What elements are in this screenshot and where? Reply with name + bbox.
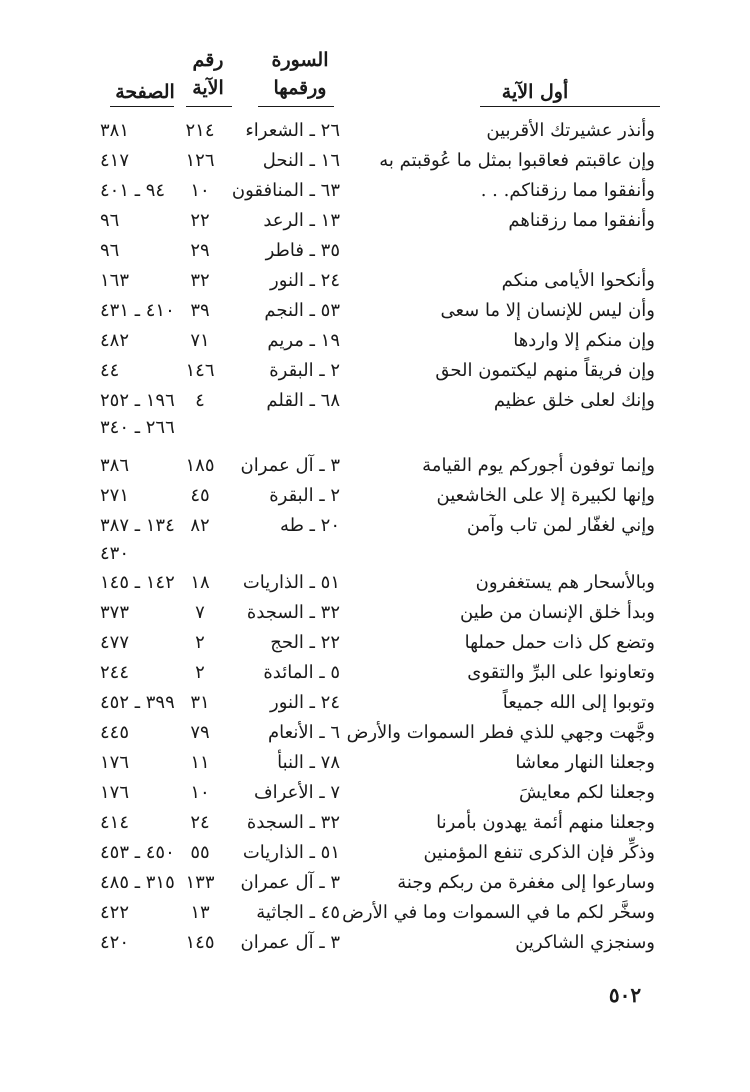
page-number: ٥٠٢ [608, 983, 642, 1007]
verse-cell: وأنفقوا مما رزقناكم. . . [480, 180, 655, 201]
page-cell: ٤١٤ [100, 812, 130, 833]
table-row [0, 808, 750, 838]
ayah-cell: ٢١٤ [185, 120, 215, 141]
table-row [0, 539, 750, 569]
table-row [0, 688, 750, 718]
verse-cell: وجعلنا لكم معايشَ [519, 782, 655, 803]
table-row [0, 481, 750, 511]
ayah-cell: ١٤٦ [185, 360, 215, 381]
page-cell: ٤١٠ ـ ٤٣١ [100, 300, 175, 321]
ayah-cell: ١٣٣ [185, 872, 215, 893]
verse-cell: وإن فريقاً منهم ليكتمون الحق [435, 360, 655, 381]
page-column-header: الصفحة [115, 81, 175, 103]
surah-cell: ٣ ـ آل عمران [240, 872, 340, 893]
surah-cell: ٢ ـ البقرة [269, 485, 340, 506]
ayah-cell: ٧ [195, 602, 205, 623]
ayah-cell: ٢٢ [190, 210, 210, 231]
ayah-cell: ١٠ [190, 782, 210, 803]
page-cell: ٣٩٩ ـ ٤٥٢ [100, 692, 175, 713]
table-row [0, 326, 750, 356]
ayah-cell: ٨٢ [190, 515, 210, 536]
ayah-cell: ١٨ [190, 572, 210, 593]
table-row [0, 386, 750, 416]
ayah-cell: ٥٥ [190, 842, 210, 863]
page-cell: ١٦٣ [100, 270, 130, 291]
table-row [0, 266, 750, 296]
table-row [0, 928, 750, 958]
verse-cell: وبدأ خلق الإنسان من طين [460, 602, 655, 623]
page-cell: ١٤٢ ـ ١٤٥ [100, 572, 175, 593]
surah-cell: ٥ ـ المائدة [263, 662, 340, 683]
page-cell: ٣٧٣ [100, 602, 130, 623]
ayah-cell: ٧١ [190, 330, 210, 351]
page-cell: ٤٤٥ [100, 722, 130, 743]
ayah-cell: ١٤٥ [185, 932, 215, 953]
surah-cell: ١٣ ـ الرعد [263, 210, 340, 231]
page-cell: ٤٧٧ [100, 632, 130, 653]
table-row [0, 628, 750, 658]
page-cell: ٤٥٠ ـ ٤٥٣ [100, 842, 175, 863]
verse-cell: وأنذر عشيرتك الأقربين [486, 120, 655, 141]
verse-cell: وإنك لعلى خلق عظيم [493, 390, 655, 411]
surah-cell: ٣٢ ـ السجدة [246, 812, 340, 833]
page-cell: ٣٨١ [100, 120, 130, 141]
verse-cell: وتوبوا إلى الله جميعاً [502, 692, 655, 713]
page-cell: ٢٧١ [100, 485, 130, 506]
table-row [0, 511, 750, 541]
page-header-underline [110, 106, 174, 107]
surah-header-line1: السورة [271, 49, 329, 71]
table-row [0, 236, 750, 266]
ayah-cell: ٢ [195, 662, 205, 683]
surah-cell: ٥١ ـ الذاريات [242, 572, 340, 593]
surah-cell: ٢٤ ـ النور [270, 692, 340, 713]
page-cell: ٢٤٤ [100, 662, 130, 683]
page-cell: ٤٨٢ [100, 330, 130, 351]
page-cell: ٤١٧ [100, 150, 130, 171]
page-cell: ١٩٦ ـ ٢٥٢ [100, 390, 175, 411]
surah-cell: ٣ ـ آل عمران [240, 932, 340, 953]
table-row [0, 296, 750, 326]
page-cell: ٤٤ [100, 360, 120, 381]
surah-cell: ٥١ ـ الذاريات [242, 842, 340, 863]
verse-cell: وأنكحوا الأيامى منكم [501, 270, 655, 291]
ayah-cell: ١٠ [190, 180, 210, 201]
surah-cell: ٢٤ ـ النور [270, 270, 340, 291]
page-cell: ١٣٤ ـ ٣٨٧ [100, 515, 175, 536]
surah-cell: ٣٢ ـ السجدة [246, 602, 340, 623]
table-row [0, 451, 750, 481]
ayah-cell: ٣٩ [190, 300, 210, 321]
verse-cell: وذكِّر فإن الذكرى تنفع المؤمنين [423, 842, 655, 863]
verse-column-header: أول الآية [501, 81, 569, 103]
table-row [0, 146, 750, 176]
surah-cell: ٢٦ ـ الشعراء [245, 120, 340, 141]
surah-cell: ٢٠ ـ طه [279, 515, 340, 536]
ayah-cell: ١٣ [190, 902, 210, 923]
table-row [0, 116, 750, 146]
ayah-header-line1: رقم [192, 49, 224, 71]
ayah-cell: ٧٩ [190, 722, 210, 743]
table-row [0, 778, 750, 808]
table-row [0, 748, 750, 778]
verse-cell: وتعاونوا على البرِّ والتقوى [467, 662, 655, 683]
verse-cell: وإن منكم إلا واردها [513, 330, 655, 351]
surah-cell: ٦٣ ـ المنافقون [231, 180, 340, 201]
ayah-cell: ٢ [195, 632, 205, 653]
verse-cell: وأنفقوا مما رزقناهم [508, 210, 655, 231]
ayah-cell: ٣٢ [190, 270, 210, 291]
surah-cell: ٣٥ ـ فاطر [265, 240, 340, 261]
page-cell: ٩٤ ـ ٤٠١ [100, 180, 166, 201]
ayah-cell: ١٨٥ [185, 455, 215, 476]
table-row [0, 838, 750, 868]
verse-cell: وتضع كل ذات حمل حملها [464, 632, 655, 653]
surah-cell: ١٩ ـ مريم [267, 330, 340, 351]
page-cell: ٩٦ [100, 210, 120, 231]
surah-cell: ٢ ـ البقرة [269, 360, 340, 381]
verse-cell: وسارعوا إلى مغفرة من ربكم وجنة [397, 872, 655, 893]
verse-cell: وجعلنا النهار معاشا [515, 752, 655, 773]
verse-cell: وسنجزي الشاكرين [515, 932, 655, 953]
table-row [0, 718, 750, 748]
ayah-column-header [183, 46, 233, 102]
surah-cell: ٧ ـ الأعراف [254, 782, 340, 803]
surah-cell: ٦٨ ـ القلم [266, 390, 340, 411]
page-cell: ٤٢٢ [100, 902, 130, 923]
page-cell: ١٧٦ [100, 782, 130, 803]
table-row [0, 598, 750, 628]
ayah-cell: ٤٥ [190, 485, 210, 506]
surah-cell: ١٦ ـ النحل [262, 150, 340, 171]
verse-header-underline [480, 106, 660, 107]
page-cell: ٣٨٦ [100, 455, 130, 476]
ayah-cell: ٤ [195, 390, 205, 411]
page-cell: ٩٦ [100, 240, 120, 261]
verse-cell: وجعلنا منهم أئمة يهدون بأمرنا [436, 812, 655, 833]
table-row [0, 868, 750, 898]
table-row [0, 568, 750, 598]
table-row [0, 206, 750, 236]
surah-cell: ٢٢ ـ الحج [270, 632, 340, 653]
page-cell: ٣١٥ ـ ٤٨٥ [100, 872, 175, 893]
surah-column-header [255, 46, 345, 102]
surah-cell: ٤٥ ـ الجاثية [256, 902, 340, 923]
verse-cell: وإني لغفّار لمن تاب وآمن [466, 515, 655, 536]
ayah-cell: ١١ [190, 752, 210, 773]
table-row [0, 356, 750, 386]
page-cell: ٤٣٠ [100, 543, 130, 564]
ayah-cell: ٣١ [190, 692, 210, 713]
verse-cell: وإنها لكبيرة إلا على الخاشعين [436, 485, 655, 506]
ayah-cell: ١٢٦ [185, 150, 215, 171]
table-row [0, 658, 750, 688]
verse-cell: وإنما توفون أجوركم يوم القيامة [422, 455, 655, 476]
surah-cell: ٧٨ ـ النبأ [277, 752, 340, 773]
page-cell: ٢٦٦ ـ ٣٤٠ [100, 417, 175, 438]
verse-cell: وإن عاقبتم فعاقبوا بمثل ما عُوقبتم به [379, 150, 655, 171]
ayah-header-underline [186, 106, 232, 107]
verse-cell: وأن ليس للإنسان إلا ما سعى [440, 300, 655, 321]
verse-cell: وبالأسحار هم يستغفرون [475, 572, 655, 593]
surah-header-underline [258, 106, 334, 107]
ayah-cell: ٢٩ [190, 240, 210, 261]
table-row [0, 413, 750, 443]
page-cell: ٤٢٠ [100, 932, 130, 953]
surah-cell: ٣ ـ آل عمران [240, 455, 340, 476]
surah-header-line2: ورقمها [273, 77, 327, 99]
surah-cell: ٦ ـ الأنعام [268, 722, 340, 743]
table-row [0, 176, 750, 206]
verse-cell: وجَّهت وجهي للذي فطر السموات والأرض [346, 722, 655, 743]
ayah-cell: ٢٤ [190, 812, 210, 833]
page-cell: ١٧٦ [100, 752, 130, 773]
verse-cell: وسخَّر لكم ما في السموات وما في الأرض [342, 902, 655, 923]
table-row [0, 898, 750, 928]
surah-cell: ٥٣ ـ النجم [264, 300, 340, 321]
ayah-header-line2: الآية [192, 77, 224, 99]
